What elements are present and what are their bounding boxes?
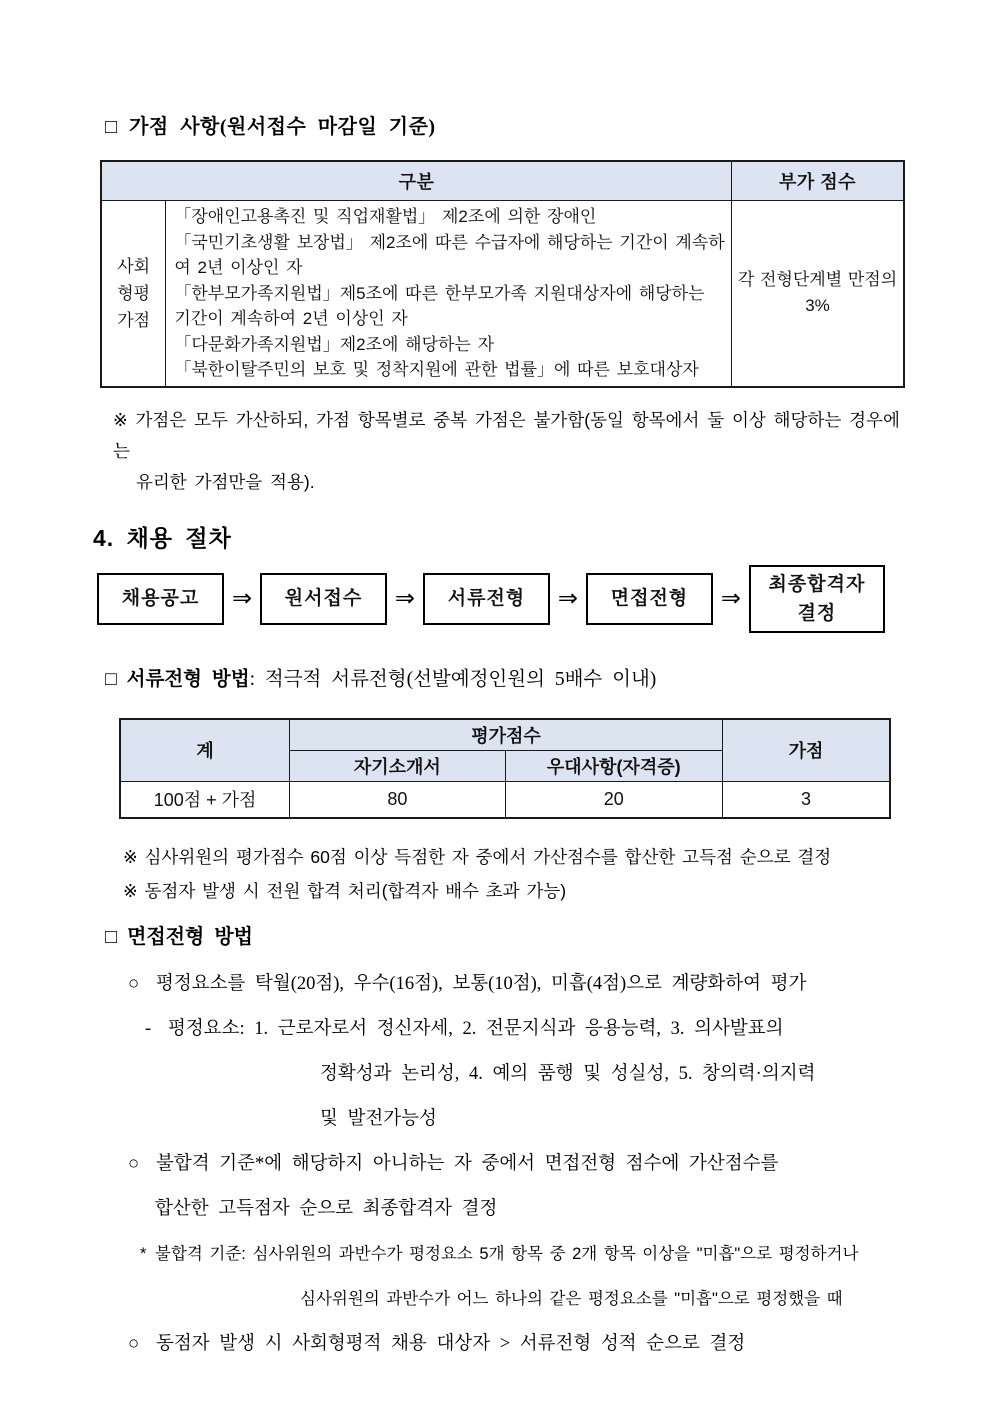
screening-col-preference: 우대사항(자격증) [505,750,722,781]
bullet-continuation: 합산한 고득점자 순으로 최종합격자 결정 [155,1198,498,1219]
footnote-text: 불합격 기준: 심사위원의 과반수가 평정요소 5개 항목 중 2개 항목 이상을 "미흡"으로 평정하거나 [155,1244,859,1263]
process-arrow-icon: ⇒ [394,585,416,612]
bonus-header-category: 구분 [101,161,732,201]
bonus-category-line: 형평 [117,283,151,303]
screening-heading-rest: : 적극적 서류전형(선발예정인원의 5배수 이내) [249,668,657,690]
bonus-table-body-row [101,201,904,387]
process-step-label: 채용공고 [121,588,200,609]
bonus-note [113,405,902,498]
screening-col-total: 계 [120,719,290,782]
process-step-label: 서류전형 [447,588,526,609]
process-arrow-icon: ⇒ [557,585,579,612]
bonus-header-points: 부가 점수 [732,161,904,201]
bonus-item: 「국민기초생활 보장법」 제2조에 따른 수급자에 해당하는 기간이 계속하여 2년 이상인 자 [174,232,725,277]
bullet-line-tie-break [128,1329,902,1359]
asterisk-icon: * [140,1244,147,1263]
bonus-item: 「한부모가족지원법」제5조에 따른 한부모가족 지원대상자에 해당하는 기간이 계속하여 2년 이상인 자 [174,283,705,328]
process-arrow-icon: ⇒ [231,585,253,612]
process-step-box [260,573,387,625]
bonus-note-line2: 유리한 가점만을 적용). [136,471,315,492]
circle-bullet-icon: ○ [128,973,140,994]
interview-bullets [128,969,902,1359]
bonus-points-line: 3% [805,296,830,316]
process-arrow-icon: ⇒ [720,585,741,612]
bullet-text: 불합격 기준*에 해당하지 아니하는 자 중에서 면접전형 점수에 가산점수를 [156,1153,779,1174]
process-step-box [749,565,885,633]
bonus-section-title: □ 가점 사항(원서접수 마감일 기준) [105,116,436,138]
bonus-item: 「북한이탈주민의 보호 및 정착지원에 관한 법률」에 따른 보호대상자 [174,360,699,379]
section-title-recruitment-process: 4. 채용 절차 [93,524,232,551]
bullet-continuation: 및 발전가능성 [320,1108,437,1129]
process-step-label: 원서접수 [284,588,363,609]
screening-heading-bold: □ 서류전형 방법 [105,668,250,690]
bullet-line-fail-criteria [128,1149,902,1179]
screening-notes [123,840,902,908]
process-step-label: 결정 [797,602,837,624]
bonus-category-line: 가점 [117,310,151,330]
process-flow [97,565,885,633]
screening-col-eval: 평가점수 [290,719,723,751]
bullet-line-factors [145,1014,902,1044]
process-step-box [97,573,224,625]
screening-col-bonus: 가점 [722,719,890,782]
screening-col-self-intro: 자기소개서 [290,750,505,781]
bonus-items-cell [166,201,732,387]
circle-bullet-icon: ○ [128,1153,140,1174]
screening-bonus-value: 3 [722,781,890,818]
screening-note-line: ※ 심사위원의 평가점수 60점 이상 득점한 자 중에서 가산점수를 합산한 고득점 순으로 결정 [123,846,832,867]
bullet-line-evaluation [128,969,902,999]
process-step-box [423,573,550,625]
process-step-box [586,573,713,625]
screening-preference-value: 20 [505,781,722,818]
bonus-table-header-row [101,161,904,201]
dash-bullet-icon: - [145,1018,152,1039]
screening-total-value: 100점 + 가점 [120,781,290,818]
bonus-category-cell [101,201,166,387]
bonus-points-cell [732,201,904,387]
screening-table [119,718,891,819]
bonus-item: 「다문화가족지원법」제2조에 해당하는 자 [174,334,495,354]
bonus-points-line: 각 전형단계별 만점의 [737,270,898,290]
bullet-text: 동점자 발생 시 사회형평적 채용 대상자 > 서류전형 성적 순으로 결정 [156,1333,746,1354]
bullet-continuation: 정확성과 논리성, 4. 예의 품행 및 성실성, 5. 창의력·의지력 [320,1063,816,1084]
process-step-label: 면접전형 [610,588,689,609]
bullet-text: 평정요소를 탁월(20점), 우수(16점), 보통(10점), 미흡(4점)으로 계량화하여 평가 [156,973,807,994]
circle-bullet-icon: ○ [128,1333,140,1354]
screening-heading [105,663,902,691]
screening-self-intro-value: 80 [290,781,505,818]
bonus-item: 「장애인고용촉진 및 직업재활법」 제2조에 의한 장애인 [174,207,597,226]
footnote-continuation: 심사위원의 과반수가 어느 하나의 같은 평정요소를 "미흡"으로 평정했을 때 [300,1289,843,1308]
process-step-label: 최종합격자 [768,573,866,595]
screening-data-row [120,781,890,818]
bonus-table [100,160,905,388]
bullet-text: 평정요소: 1. 근로자로서 정신자세, 2. 전문지식과 응용능력, 3. 의사발표의 [168,1018,784,1039]
bonus-category-line: 사회 [117,256,151,276]
bonus-note-line1: ※ 가점은 모두 가산하되, 가점 항목별로 중복 가점은 불가함(동일 항목에서 둘 이상 해당하는 경우에는 [113,409,900,461]
fail-criteria-footnote [140,1239,902,1269]
screening-note-line: ※ 동점자 발생 시 전원 합격 처리(합격자 배수 초과 가능) [123,880,567,901]
interview-heading: □ 면접전형 방법 [105,925,253,948]
screening-header-row1 [120,719,890,751]
